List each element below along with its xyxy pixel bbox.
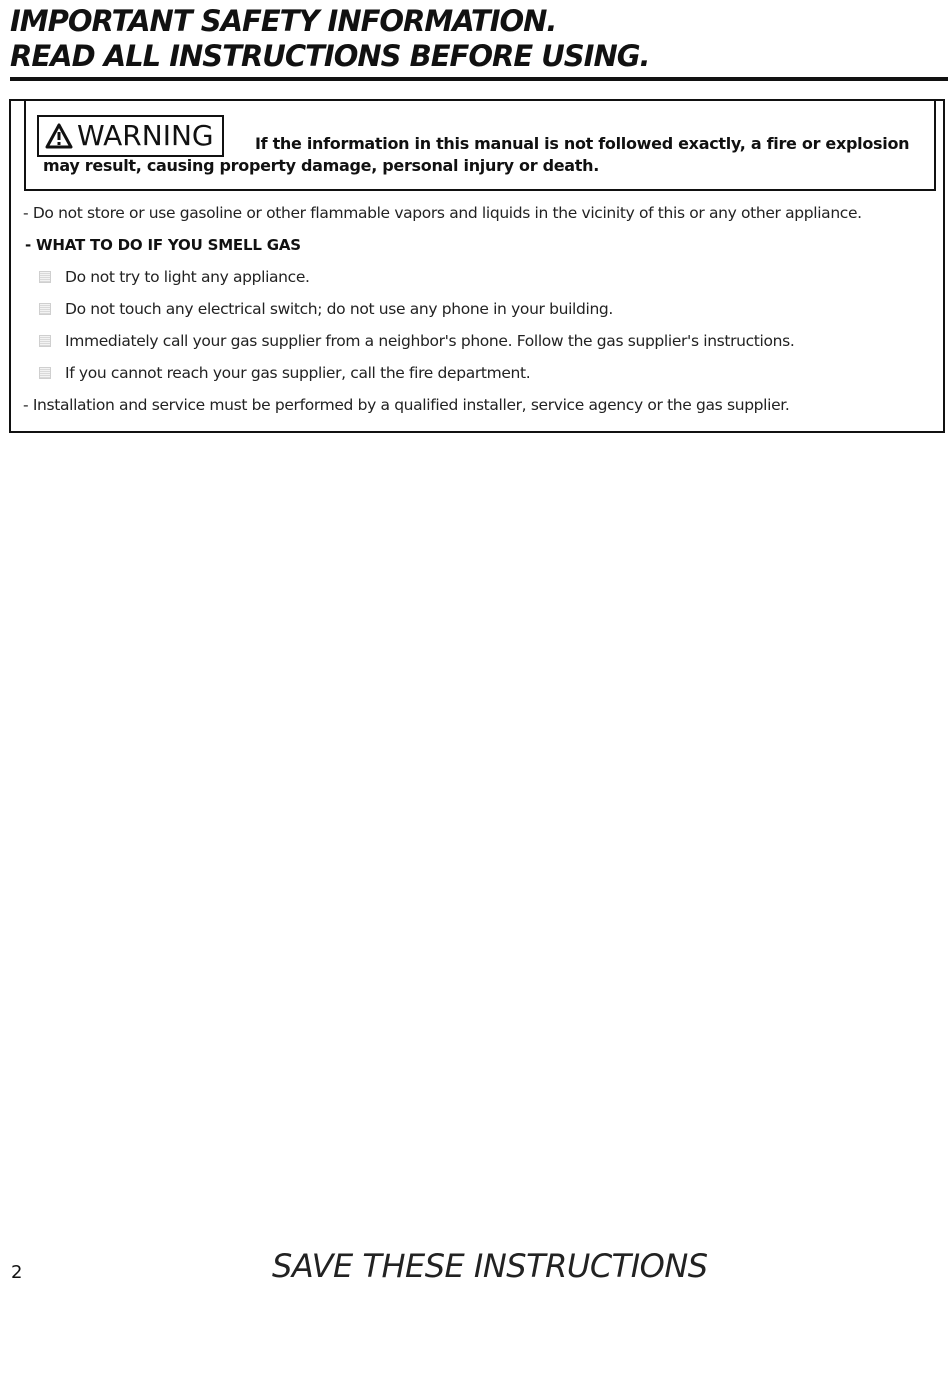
flammable-vapors-item: - Do not store or use gasoline or other flammable vapors and liquids in the vicinity of this or any other appliance. bbox=[23, 204, 862, 222]
warning-box bbox=[24, 101, 936, 191]
gas-step-item: Immediately call your gas supplier from a neighbor's phone. Follow the gas supplier's instructions. bbox=[65, 332, 795, 350]
bullet-icon bbox=[39, 271, 51, 283]
gas-step-item: Do not touch any electrical switch; do not use any phone in your building. bbox=[65, 300, 614, 318]
heading-line-2: READ ALL INSTRUCTIONS BEFORE USING. bbox=[10, 39, 650, 73]
bullet-icon bbox=[39, 335, 51, 347]
footer-title: SAVE THESE INSTRUCTIONS bbox=[272, 1247, 708, 1285]
gas-step-item: If you cannot reach your gas supplier, call the fire department. bbox=[65, 364, 531, 382]
page-number: 2 bbox=[11, 1262, 23, 1283]
warning-label: WARNING bbox=[77, 119, 214, 152]
heading-divider bbox=[10, 77, 948, 81]
gas-smell-heading: - WHAT TO DO IF YOU SMELL GAS bbox=[25, 236, 301, 254]
gas-step-item: Do not try to light any appliance. bbox=[65, 268, 310, 286]
bullet-icon bbox=[39, 367, 51, 379]
safety-information-box bbox=[9, 99, 945, 433]
installation-item: - Installation and service must be performed by a qualified installer, service agency or the gas supplier. bbox=[23, 396, 790, 414]
page-heading bbox=[10, 4, 940, 74]
heading-line-1: IMPORTANT SAFETY INFORMATION. bbox=[10, 4, 557, 38]
bullet-icon bbox=[39, 303, 51, 315]
warning-text: If the information in this manual is not followed exactly, a fire or explosion may result, causing property damage, personal injury or death. bbox=[43, 134, 910, 175]
